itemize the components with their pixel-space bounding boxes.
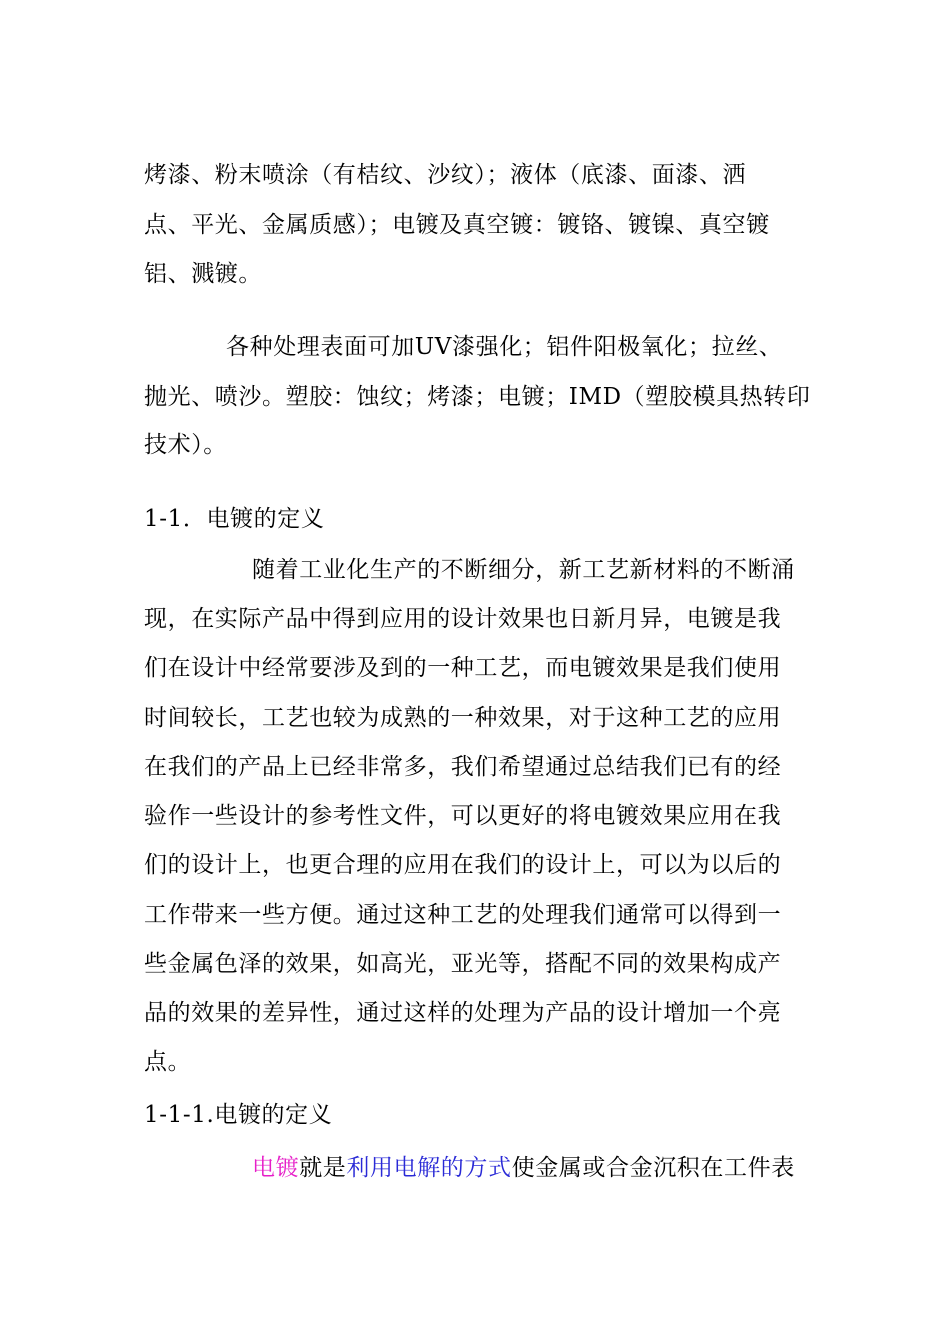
paragraph2-line1: 各种处理表面可加UV漆强化；铝件阳极氧化；拉丝、: [226, 334, 783, 360]
paragraph3-line10: 品的效果的差异性，通过这样的处理为产品的设计增加一个亮: [144, 1000, 782, 1026]
paragraph2-line3: 技术）。: [144, 432, 227, 458]
paragraph4-line1: [252, 1153, 795, 1183]
paragraph3-line9: 些金属色泽的效果，如高光，亚光等，搭配不同的效果构成产: [144, 951, 782, 977]
term-connector: 就是: [299, 1155, 347, 1181]
paragraph2-line2: 抛光、喷沙。塑胶：蚀纹；烤漆；电镀；IMD（塑胶模具热转印: [144, 384, 811, 410]
paragraph3-line5: 在我们的产品上已经非常多，我们希望通过总结我们已有的经: [144, 754, 782, 780]
method-phrase: 利用电解的方式: [346, 1155, 512, 1181]
paragraph3-line4: 时间较长，工艺也较为成熟的一种效果，对于这种工艺的应用: [144, 705, 782, 731]
definition-rest: 使金属或合金沉积在工件表: [511, 1155, 795, 1181]
section-heading-1-1: 1-1．电镀的定义: [144, 506, 325, 532]
paragraph3-line6: 验作一些设计的参考性文件，可以更好的将电镀效果应用在我: [144, 803, 782, 829]
term-electroplating: 电镀: [252, 1155, 300, 1181]
paragraph3-line7: 们的设计上，也更合理的应用在我们的设计上，可以为以后的: [144, 852, 782, 878]
paragraph3-line3: 们在设计中经常要涉及到的一种工艺，而电镀效果是我们使用: [144, 655, 782, 681]
paragraph1-line3: 铝、溅镀。: [144, 261, 262, 287]
paragraph1-line2: 点、平光、金属质感）；电镀及真空镀：镀铬、镀镍、真空镀: [144, 212, 770, 238]
paragraph1-line1: 烤漆、粉末喷涂（有桔纹、沙纹）；液体（底漆、面漆、洒: [144, 162, 747, 188]
paragraph3-line1: 随着工业化生产的不断细分，新工艺新材料的不断涌: [252, 557, 795, 583]
paragraph3-line11: 点。: [144, 1049, 192, 1075]
paragraph3-line8: 工作带来一些方便。通过这种工艺的处理我们通常可以得到一: [144, 902, 782, 928]
paragraph3-line2: 现，在实际产品中得到应用的设计效果也日新月异，电镀是我: [144, 606, 782, 632]
section-heading-1-1-1: 1-1-1.电镀的定义: [144, 1102, 333, 1128]
